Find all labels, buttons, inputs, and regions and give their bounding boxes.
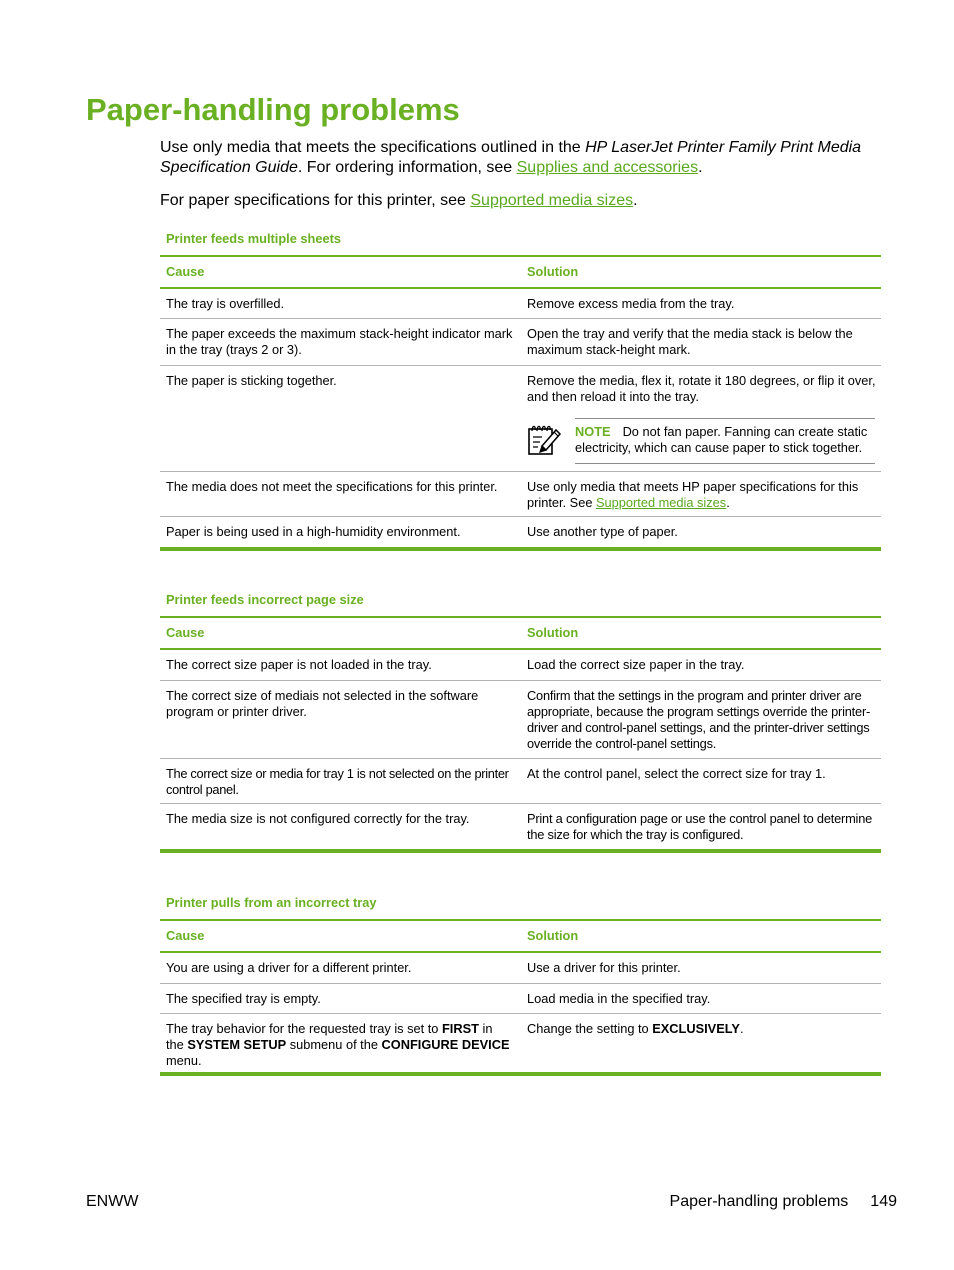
cause-cell: You are using a driver for a different printer.	[166, 960, 412, 975]
solution-cell: Confirm that the settings in the program and printer driver are appropriate, because the program settings override the printer-driver and control-panel settings, and the printer-driver settings override the control-panel settings.	[527, 688, 871, 751]
cause-cell: The paper exceeds the maximum stack-height indicator mark in the tray (trays 2 or 3).	[166, 326, 513, 357]
intro-text: Use only media that meets the specifications outlined in the	[160, 139, 586, 156]
table-row	[160, 1014, 881, 1076]
solution-text: .	[739, 1021, 744, 1036]
footer-left: ENWW	[86, 1193, 139, 1210]
solution-cell: Load media in the specified tray.	[527, 991, 711, 1006]
setting-value-first: FIRST	[441, 1021, 479, 1036]
cause-cell: The specified tray is empty.	[166, 991, 321, 1006]
solution-cell: Use another type of paper.	[527, 524, 678, 539]
table-row	[160, 984, 881, 1014]
solution-cell: Use a driver for this printer.	[527, 960, 681, 975]
table-row	[160, 804, 881, 853]
header-cause: Cause	[166, 928, 205, 943]
cause-cell: The correct size paper is not loaded in the tray.	[166, 657, 432, 672]
solution-text: Use only media that meets HP paper specifications for this printer. See	[527, 479, 859, 510]
supplies-and-accessories-link[interactable]: Supplies and accessories	[516, 159, 699, 176]
table-row	[160, 472, 881, 517]
table-row	[160, 517, 881, 551]
menu-name: CONFIGURE DEVICE	[381, 1037, 510, 1052]
footer-section: Paper-handling problems	[669, 1193, 849, 1210]
table-row	[160, 953, 881, 984]
intro-text: .	[698, 159, 703, 176]
cause-text: in the	[166, 1021, 493, 1052]
solution-cell	[521, 472, 881, 516]
table-printer-feeds-multiple-sheets	[160, 255, 881, 551]
table-row	[160, 289, 881, 319]
solution-cell: Remove excess media from the tray.	[527, 296, 735, 311]
solution-text: Remove the media, flex it, rotate it 180 degrees, or flip it over, and then reload it into the tray.	[527, 373, 876, 404]
specs-text: .	[633, 192, 638, 209]
note-body	[575, 418, 875, 464]
solution-cell: Print a configuration page or use the control panel to determine the size for which the tray is configured.	[527, 811, 873, 842]
table-header	[160, 919, 881, 953]
setting-value-exclusively: EXCLUSIVELY	[652, 1021, 740, 1036]
supported-media-sizes-link[interactable]: Supported media sizes	[596, 495, 727, 510]
note-icon	[527, 418, 575, 464]
specs-text: For paper specifications for this printer, see	[160, 192, 471, 209]
cause-cell: The media size is not configured correctly for the tray.	[166, 811, 470, 826]
table-header	[160, 255, 881, 289]
table-printer-feeds-incorrect-page-size	[160, 616, 881, 853]
submenu-name: SYSTEM SETUP	[187, 1037, 287, 1052]
solution-cell	[521, 1014, 881, 1072]
table-caption: Printer pulls from an incorrect tray	[166, 895, 377, 910]
header-cause: Cause	[166, 264, 205, 279]
table-caption: Printer feeds multiple sheets	[166, 231, 341, 246]
cause-cell: The correct size of mediais not selected in the software program or printer driver.	[166, 688, 479, 719]
cause-text: submenu of the	[286, 1037, 382, 1052]
table-row	[160, 366, 881, 472]
header-solution: Solution	[527, 625, 579, 640]
cause-cell	[160, 1014, 521, 1072]
table-row	[160, 759, 881, 804]
note-text: Do not fan paper. Fanning can create static electricity, which can cause paper to stick together.	[575, 424, 868, 455]
page-title: Paper-handling problems	[86, 92, 460, 127]
header-cause: Cause	[166, 625, 205, 640]
solution-text: .	[726, 495, 730, 510]
solution-cell: At the control panel, select the correct size for tray 1.	[527, 766, 826, 781]
cause-text: menu.	[166, 1053, 202, 1068]
header-solution: Solution	[527, 928, 579, 943]
intro-text: . For ordering information, see	[297, 159, 517, 176]
note-label: NOTE	[575, 424, 611, 439]
solution-cell: Load the correct size paper in the tray.	[527, 657, 745, 672]
table-row	[160, 650, 881, 681]
page-number: 149	[870, 1193, 897, 1210]
cause-cell: The paper is sticking together.	[166, 373, 337, 388]
supported-media-sizes-link[interactable]: Supported media sizes	[470, 192, 634, 209]
table-row	[160, 681, 881, 759]
header-solution: Solution	[527, 264, 579, 279]
cause-cell: The correct size or media for tray 1 is not selected on the printer control panel.	[166, 766, 509, 797]
table-printer-pulls-from-incorrect-tray	[160, 919, 881, 1076]
table-row	[160, 319, 881, 366]
intro-paragraph	[160, 138, 880, 178]
solution-cell: Open the tray and verify that the media stack is below the maximum stack-height mark.	[527, 326, 853, 357]
cause-cell: Paper is being used in a high-humidity environment.	[166, 524, 461, 539]
guide-title: HP LaserJet Printer Family Print Media Specification Guide	[160, 139, 862, 176]
footer-right	[670, 1192, 897, 1212]
table-header	[160, 616, 881, 650]
cause-text: The tray behavior for the requested tray is set to	[166, 1021, 442, 1036]
solution-text: Change the setting to	[527, 1021, 653, 1036]
note-box	[527, 418, 878, 464]
cause-cell: The tray is overfilled.	[166, 296, 285, 311]
specs-paragraph	[160, 191, 880, 211]
solution-cell	[521, 366, 881, 471]
table-caption: Printer feeds incorrect page size	[166, 592, 364, 607]
cause-cell: The media does not meet the specifications for this printer.	[166, 479, 498, 494]
